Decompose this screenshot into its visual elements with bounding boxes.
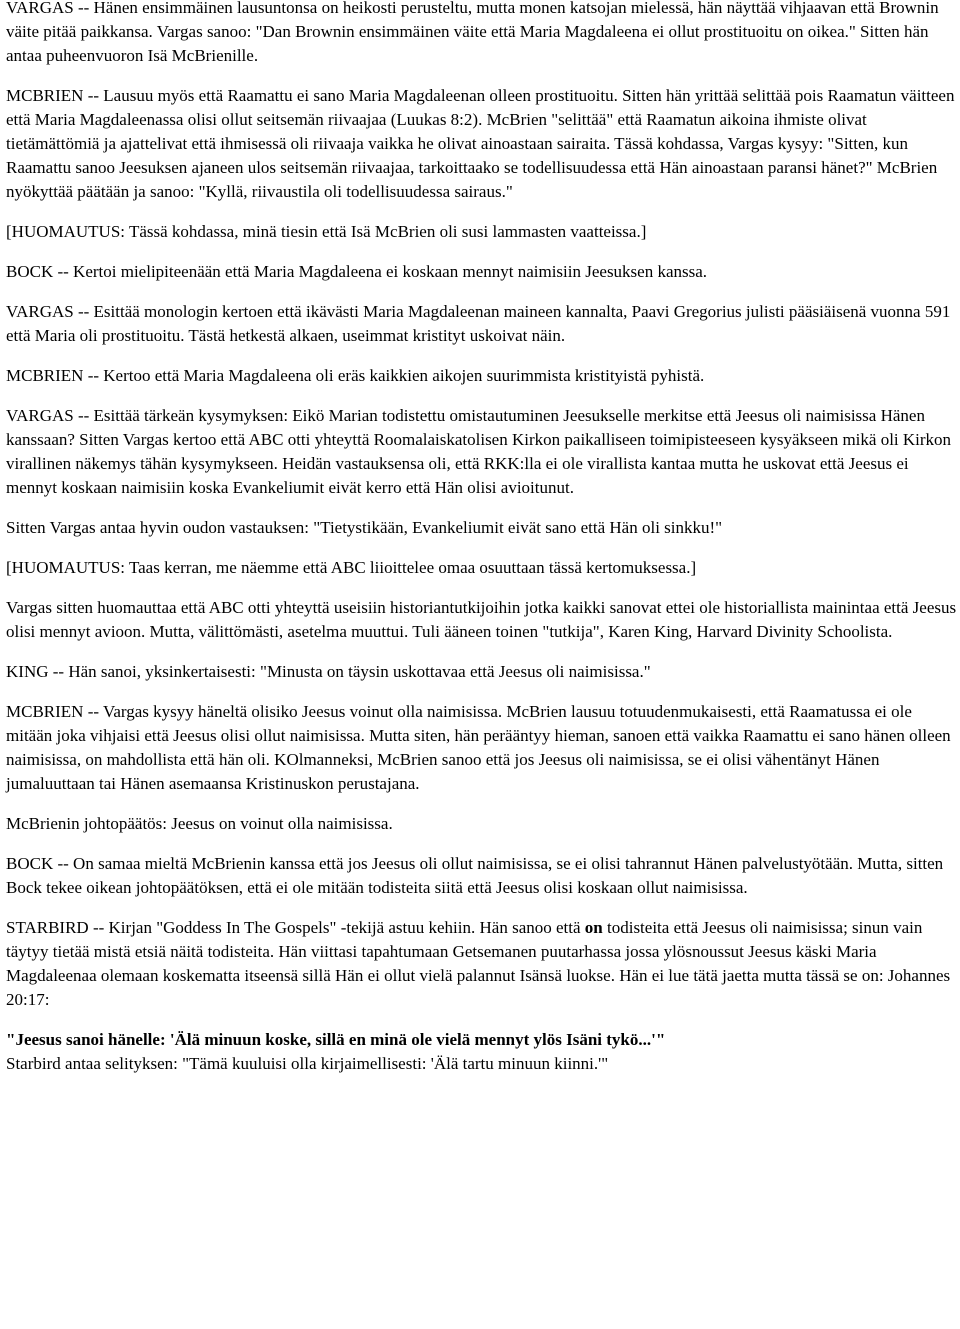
paragraph-mcbrien-riivaajat: MCBRIEN -- Lausuu myös että Raamattu ei sano Maria Magdaleenan olleen prostituoitu. Sitten hän yrittää selittää pois Raamatun väitteen että Maria Magdaleenassa olisi ollut seitsemän riivaajaa (Luukas 8:2). McBrien "selittää" että Raamatun aikoina ihmiste olivat tietämättömiä ja ajattelivat että ihmisessä oli riivaaja vaikka he olivat ainoastaan sairaita. Tässä kohdassa, Vargas kysyy: "Sitten, kun Raamattu sanoo Jeesuksen ajaneen ulos seitsemän riivaajaa, tarkoittaako se todellisuudessa että Hän ainoastaan paransi hänet?" McBrien nyökyttää päätään ja sanoo: "Kyllä, riivaustila oli todellisuudessa sairaus." — [6, 86, 955, 201]
paragraph-bock-mielipide: BOCK -- Kertoi mielipiteenään että Maria Magdaleena ei koskaan mennyt naimisiin Jeesuksen kanssa. — [6, 262, 708, 281]
paragraph-vargas-historiantutkijat: Vargas sitten huomauttaa että ABC otti yhteyttä useisiin historiantutkijoihin jotka kaikki sanovat ettei ole historiallista mainintaa että Jeesus olisi mennyt avioon. Mutta, välittömästi, asetelma muuttui. Tuli ääneen toinen "tutkija", Karen King, Harvard Divinity Schoolista. — [6, 598, 957, 641]
paragraph-vargas-vastaus: Sitten Vargas antaa hyvin oudon vastauksen: "Tietystikään, Evankeliumit eivät sano että Hän oli sinkku!" — [6, 518, 723, 537]
paragraph-huomautus-abc: [HUOMAUTUS: Taas kerran, me näemme että ABC liioittelee omaa osuuttaan tässä kertomuksessa.] — [6, 558, 697, 577]
paragraph-vargas-gregorius: VARGAS -- Esittää monologin kertoen että ikävästi Maria Magdaleenan maineen kannalta, Paavi Gregorius julisti pääsiäisenä vuonna 591 että Maria oli prostituoitu. Tästä hetkestä alkaen, useimmat kristityt uskoivat näin. — [6, 302, 951, 345]
starbird-text-end: todisteita että Jeesus oli naimisissa; sinun vain täytyy tietää mistä etsiä näitä todisteita. Hän viittasi tapahtumaan Getsemanen puutarhassa jossa ylösnoussut Jeesus käski Maria Magdaleenaa olemaan koskematta itseensä sillä Hän ei ollut vielä palannut Isänsä luokse. Hän ei lue tätä jaetta mutta tässä se on: Johannes 20:17: — [6, 918, 951, 1009]
starbird-emphasis: on — [584, 918, 603, 937]
paragraph-starbird-selitys: Starbird antaa selityksen: "Tämä kuuluisi olla kirjaimellisesti: 'Älä tartu minuun kiinni.'" — [6, 1054, 609, 1073]
paragraph-bock-samaa-mielta: BOCK -- On samaa mieltä McBrienin kanssa että jos Jeesus oli ollut naimisissa, se ei olisi tahrannut Hänen palvelustyötään. Mutta, sitten Bock tekee oikean johtopäätöksen, että ei ole mitään todisteita siitä että Jeesus olisi koskaan ollut naimisissa. — [6, 854, 944, 897]
paragraph-vargas-kysymys: VARGAS -- Esittää tärkeän kysymyksen: Eikö Marian todistettu omistautuminen Jeesukselle merkitse että Jeesus oli naimisissa Hänen kanssaan? Sitten Vargas kertoo että ABC otti yhteyttä Roomalaiskatolisen Kirkon paikalliseen toimipisteeseen kysyäkseen mikä oli Kirkon virallinen näkemys tähän kysymykseen. Heidän vastauksensa oli, että RKK:lla ei ole virallista kantaa mutta he uskovat että Jeesus ei mennyt koskaan naimisiin koska Evankeliumit eivät kerro että Hän olisi avioitunut. — [6, 406, 952, 497]
paragraph-huomautus-susi: [HUOMAUTUS: Tässä kohdassa, minä tiesin että Isä McBrien oli susi lammasten vaatteissa.] — [6, 222, 647, 241]
paragraph-king: KING -- Hän sanoi, yksinkertaisesti: "Minusta on täysin uskottavaa että Jeesus oli naimisissa." — [6, 662, 651, 681]
paragraph-mcbrien-johtopaatos: McBrienin johtopäätös: Jeesus on voinut olla naimisissa. — [6, 814, 393, 833]
paragraph-mcbrien-pyhimys: MCBRIEN -- Kertoo että Maria Magdaleena oli eräs kaikkien aikojen suurimmista kristityistä pyhistä. — [6, 366, 705, 385]
starbird-text-start: STARBIRD -- Kirjan "Goddess In The Gospels" -tekijä astuu kehiin. Hän sanoo että — [6, 918, 585, 937]
paragraph-mcbrien-naimisissa: MCBRIEN -- Vargas kysyy häneltä olisiko Jeesus voinut olla naimisissa. McBrien lausuu totuudenmukaisesti, että Raamatussa ei ole mitään joka vihjaisi että Jeesus olisi ollut naimisissa. Mutta siten, hän perääntyy hieman, sanoen että vaikka Raamattu ei sano hänen olleen naimisissa, on mahdollista että hän oli. KOlmanneksi, McBrien sanoo että jos Jeesus oli naimisissa, se ei olisi vähentänyt Hänen jumaluuttaan tai Hänen asemaansa Kristinuskon perustajana. — [6, 702, 951, 793]
paragraph-vargas-intro: VARGAS -- Hänen ensimmäinen lausuntonsa on heikosti perusteltu, mutta monen katsojan mielessä, hän näyttää vihjaavan että Brownin väite pitää paikkansa. Vargas sanoo: "Dan Brownin ensimmäinen väite että Maria Magdaleena ei ollut prostituoitu on oikea." Sitten hän antaa puheenvuoron Isä McBrienille. — [6, 0, 939, 65]
paragraph-starbird — [6, 916, 958, 1012]
bible-quote: "Jeesus sanoi hänelle: 'Älä minuun koske, sillä en minä ole vielä mennyt ylös Isäni tykö...'" — [6, 1030, 666, 1049]
